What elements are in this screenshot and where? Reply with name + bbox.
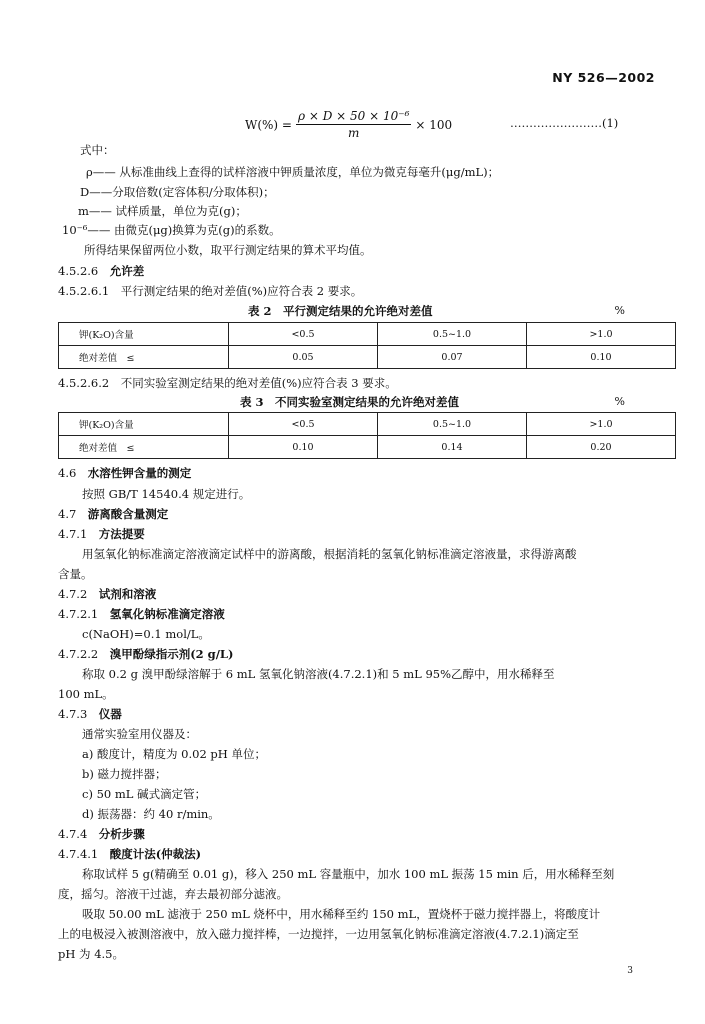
formula-numerator: ρ × D × 50 × 10⁻⁶ bbox=[297, 109, 410, 123]
section-number: 4.7.3 bbox=[58, 707, 88, 721]
section-number: 4.5.2.6.1 bbox=[58, 284, 110, 298]
section-title: 酸度计法(仲裁法) bbox=[109, 847, 202, 861]
definition-item: m—— 试样质量，单位为克(g)； bbox=[78, 204, 247, 218]
paragraph-text: 通常实验室用仪器及： bbox=[82, 727, 197, 741]
table-cell: 0.10 bbox=[229, 436, 378, 459]
section-heading bbox=[58, 606, 225, 622]
table-cell: >1.0 bbox=[527, 413, 676, 436]
table-cell: 绝对差值 ≤ bbox=[59, 436, 229, 459]
table-3-unit: % bbox=[614, 395, 625, 408]
section-number: 4.5.2.6 bbox=[58, 264, 99, 278]
section-number: 4.7.4 bbox=[58, 827, 88, 841]
formula-reference: ……………………(1) bbox=[510, 116, 619, 130]
formula-fraction bbox=[296, 109, 411, 140]
paragraph-text: 不同实验室测定结果的绝对差值(%)应符合表 3 要求。 bbox=[120, 376, 397, 390]
table-cell: 0.5~1.0 bbox=[378, 413, 527, 436]
section-title: 游离酸含量测定 bbox=[87, 507, 169, 521]
section-number: 4.7.2.2 bbox=[58, 647, 99, 661]
table-cell: 0.5~1.0 bbox=[378, 323, 527, 346]
table-3 bbox=[58, 412, 676, 459]
definitions-intro: 式中： bbox=[80, 143, 115, 157]
table-cell: 绝对差值 ≤ bbox=[59, 346, 229, 369]
table-row bbox=[59, 323, 676, 346]
section-title: 氢氧化钠标准滴定溶液 bbox=[109, 607, 225, 621]
table-2-unit: % bbox=[614, 304, 625, 317]
table-cell: <0.5 bbox=[229, 413, 378, 436]
section-heading bbox=[58, 263, 144, 279]
paragraph-text: c(NaOH)=0.1 mol/L。 bbox=[82, 627, 210, 641]
standard-code: NY 526—2002 bbox=[552, 70, 655, 85]
table-cell: 0.20 bbox=[527, 436, 676, 459]
section-heading bbox=[58, 706, 122, 722]
paragraph bbox=[58, 283, 362, 299]
section-title: 试剂和溶液 bbox=[98, 587, 157, 601]
section-title: 分析步骤 bbox=[98, 827, 145, 841]
section-title: 水溶性钾含量的测定 bbox=[87, 466, 192, 480]
table-row bbox=[59, 413, 676, 436]
section-number: 4.7.2.1 bbox=[58, 607, 99, 621]
definition-item: D——分取倍数(定容体积/分取体积)； bbox=[80, 185, 275, 199]
section-title: 溴甲酚绿指示剂(2 g/L) bbox=[109, 647, 234, 661]
section-title: 方法提要 bbox=[98, 527, 145, 541]
paragraph-text: 吸取 50.00 mL 滤液于 250 mL 烧杯中，用水稀释至约 150 mL，置烧杯于磁力搅拌器上，将酸度计 bbox=[82, 907, 601, 921]
formula-denominator: m bbox=[347, 126, 360, 140]
section-heading bbox=[58, 506, 168, 522]
table-row bbox=[59, 436, 676, 459]
list-item: b) 磁力搅拌器； bbox=[82, 767, 167, 781]
paragraph-text: pH 为 4.5。 bbox=[58, 947, 124, 961]
definitions-note: 所得结果保留两位小数，取平行测定结果的算术平均值。 bbox=[84, 243, 372, 257]
section-title: 仪器 bbox=[98, 707, 122, 721]
paragraph-text: 平行测定结果的绝对差值(%)应符合表 2 要求。 bbox=[120, 284, 363, 298]
section-title: 允许差 bbox=[109, 264, 145, 278]
paragraph-text: 按照 GB/T 14540.4 规定进行。 bbox=[82, 487, 251, 501]
table-row bbox=[59, 346, 676, 369]
section-heading bbox=[58, 465, 191, 481]
table-2-caption: 表 2 平行测定结果的允许绝对差值 bbox=[248, 304, 433, 318]
paragraph-text: 用氢氧化钠标准滴定溶液滴定试样中的游离酸，根据消耗的氢氧化钠标准滴定溶液量，求得游离酸 bbox=[82, 547, 577, 561]
paragraph-text: 上的电极浸入被测溶液中，放入磁力搅拌棒，一边搅拌，一边用氢氧化钠标准滴定溶液(4.7.2.1)滴定至 bbox=[58, 927, 579, 941]
list-item: d) 振荡器：约 40 r/min。 bbox=[82, 807, 220, 821]
section-heading bbox=[58, 826, 145, 842]
section-number: 4.7 bbox=[58, 507, 77, 521]
table-cell: 钾(K₂O)含量 bbox=[59, 413, 229, 436]
formula-lhs: W(%) = bbox=[245, 117, 292, 132]
section-number: 4.7.2 bbox=[58, 587, 88, 601]
table-cell: 0.07 bbox=[378, 346, 527, 369]
paragraph-text: 含量。 bbox=[58, 567, 93, 581]
paragraph-text: 称取试样 5 g(精确至 0.01 g)，移入 250 mL 容量瓶中，加水 100 mL 振荡 15 min 后，用水稀释至刻 bbox=[82, 867, 615, 881]
section-number: 4.5.2.6.2 bbox=[58, 376, 110, 390]
paragraph bbox=[58, 375, 397, 391]
page-number: 3 bbox=[627, 966, 633, 976]
paragraph-text: 度，摇匀。溶液干过滤，弃去最初部分滤液。 bbox=[58, 887, 288, 901]
section-heading bbox=[58, 586, 156, 602]
table-cell: 钾(K₂O)含量 bbox=[59, 323, 229, 346]
section-heading bbox=[58, 646, 233, 662]
section-number: 4.7.4.1 bbox=[58, 847, 99, 861]
section-heading bbox=[58, 526, 145, 542]
table-2 bbox=[58, 322, 676, 369]
table-3-caption: 表 3 不同实验室测定结果的允许绝对差值 bbox=[240, 395, 460, 409]
definition-item: 10⁻⁶—— 由微克(μg)换算为克(g)的系数。 bbox=[62, 223, 281, 237]
formula-rhs: × 100 bbox=[415, 117, 453, 132]
list-item: a) 酸度计，精度为 0.02 pH 单位； bbox=[82, 747, 266, 761]
list-item: c) 50 mL 碱式滴定管； bbox=[82, 787, 207, 801]
table-cell: 0.05 bbox=[229, 346, 378, 369]
section-number: 4.7.1 bbox=[58, 527, 88, 541]
formula bbox=[245, 109, 452, 140]
section-heading bbox=[58, 846, 201, 862]
paragraph-text: 100 mL。 bbox=[58, 687, 114, 701]
paragraph-text: 称取 0.2 g 溴甲酚绿溶解于 6 mL 氢氧化钠溶液(4.7.2.1)和 5 mL 95%乙醇中，用水稀释至 bbox=[82, 667, 555, 681]
table-cell: <0.5 bbox=[229, 323, 378, 346]
table-cell: >1.0 bbox=[527, 323, 676, 346]
section-number: 4.6 bbox=[58, 466, 77, 480]
definition-item: ρ—— 从标准曲线上查得的试样溶液中钾质量浓度，单位为微克每毫升(μg/mL)； bbox=[86, 165, 500, 179]
table-cell: 0.14 bbox=[378, 436, 527, 459]
table-cell: 0.10 bbox=[527, 346, 676, 369]
